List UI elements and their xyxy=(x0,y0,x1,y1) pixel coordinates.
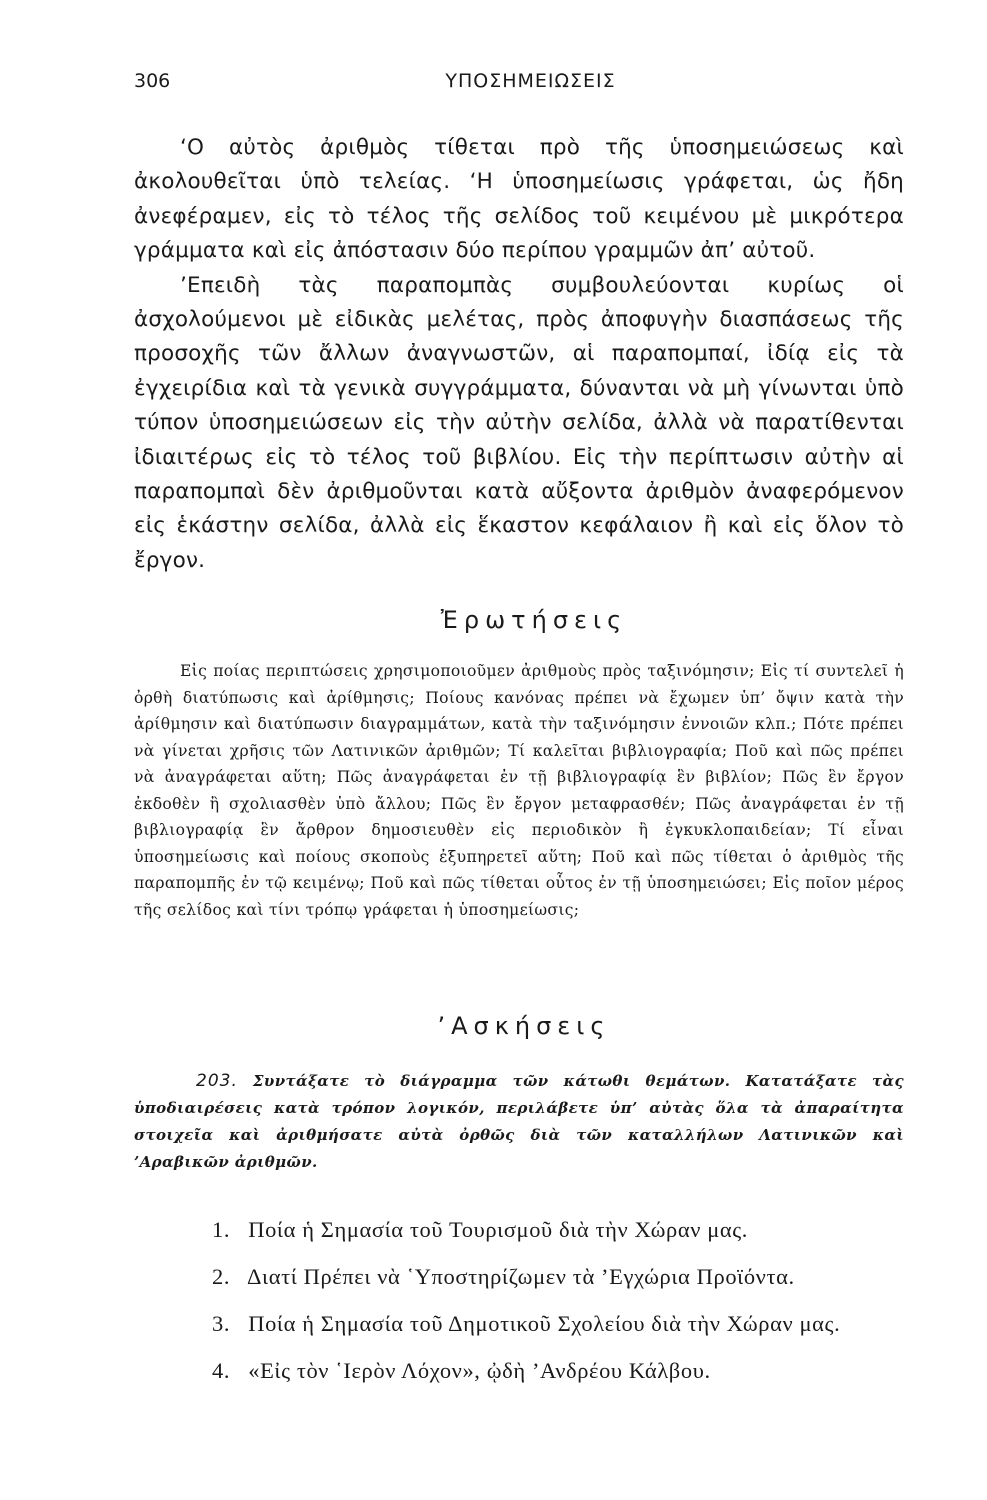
topic-text: Διατί Πρέπει νὰ ῾Υποστηρίζωμεν τὰ ’Εγχώρια Προϊόντα. xyxy=(246,1264,795,1289)
running-head-title: ΥΠΟΣΗΜΕΙΩΣΕΙΣ xyxy=(445,70,616,92)
page-number: 306 xyxy=(134,70,171,92)
exercises-heading: ’Ασκήσεις xyxy=(437,1012,611,1040)
topic-item xyxy=(212,1253,912,1300)
questions-paragraph: Εἰς ποίας περιπτώσεις χρησιμοποιοῦμεν ἀριθμοὺς πρὸς ταξινόμησιν; Εἰς τί συντελεῖ ἡ ὀρθὴ διατύπωσις καὶ ἀρίθμησις; Ποίους κανόνας πρέπει νὰ ἔχωμεν ὑπ’ ὄψιν κατὰ τὴν ἀρίθμησιν καὶ διατύπωσιν διαγραμμάτων, κατὰ τὴν ταξινόμησιν ἐννοιῶν κλπ.; Πότε πρέπει νὰ γίνεται χρῆσις τῶν Λατινικῶν ἀριθμῶν; Τί καλεῖται βιβλιογραφία; Ποῦ καὶ πῶς πρέπει νὰ ἀναγράφεται αὕτη; Πῶς ἀναγράφεται ἐν τῇ βιβλιογραφίᾳ ἓν βιβλίον; Πῶς ἓν ἔργον ἐκδοθὲν ἢ σχολιασθὲν ὑπὸ ἄλλου; Πῶς ἓν ἔργον μεταφρασθέν; Πῶς ἀναγράφεται ἐν τῇ βιβλιογραφίᾳ ἓν ἄρθρον δημοσιευθὲν εἰς περιοδικὸν ἢ ἐγκυκλοπαιδείαν; Τί εἶναι ὑποσημείωσις καὶ ποίους σκοποὺς ἐξυπηρετεῖ αὕτη; Ποῦ καὶ πῶς τίθεται ὁ ἀριθμὸς τῆς παραπομπῆς ἐν τῷ κειμένῳ; Ποῦ καὶ πῶς τίθεται οὗτος ἐν τῇ ὑποσημειώσει; Εἰς ποῖον μέρος τῆς σελίδος καὶ τίνι τρόπῳ γράφεται ἡ ὑποσημείωσις; xyxy=(134,662,904,919)
intro-paragraph: ‘Ο αὐτὸς ἀριθμὸς τίθεται πρὸ τῆς ὑποσημειώσεως καὶ ἀκολουθεῖται ὑπὸ τελείας. ‘Η ὑποσημείωσις γράφεται, ὡς ἤδη ἀνεφέραμεν, εἰς τὸ τέλος τῆς σελίδος τοῦ κειμένου μὲ μικρότερα γράμματα καὶ εἰς ἀπόστασιν δύο περίπου γραμμῶν ἀπ’ αὐτοῦ. xyxy=(134,135,904,264)
exercise-number: 203. xyxy=(196,1071,238,1091)
running-head xyxy=(134,70,887,100)
topic-text: Ποία ἡ Σημασία τοῦ Δημοτικοῦ Σχολείου διὰ τὴν Χώραν μας. xyxy=(248,1311,841,1336)
intro-text xyxy=(134,131,904,578)
topic-number: 4. xyxy=(212,1358,231,1383)
topic-number: 1. xyxy=(212,1217,231,1242)
intro-paragraph: ’Επειδὴ τὰς παραπομπὰς συμβουλεύονται κυρίως οἱ ἀσχολούμενοι μὲ εἰδικὰς μελέτας, πρὸς ἀποφυγὴν διασπάσεως τῆς προσοχῆς τῶν ἄλλων ἀναγνωστῶν, αἱ παραπομπαί, ἰδίᾳ εἰς τὰ ἐγχειρίδια καὶ τὰ γενικὰ συγγράμματα, δύνανται νὰ μὴ γίνωνται ὑπὸ τύπον ὑποσημειώσεων εἰς τὴν αὐτὴν σελίδα, ἀλλὰ νὰ παρατίθενται ἰδιαιτέρως εἰς τὸ τέλος τοῦ βιβλίου. Εἰς τὴν περίπτωσιν αὐτὴν αἱ παραπομπαὶ δὲν ἀριθμοῦνται κατὰ αὔξοντα ἀριθμὸν ἀναφερόμενον εἰς ἑκάστην σελίδα, ἀλλὰ εἰς ἕκαστον κεφάλαιον ἢ καὶ εἰς ὅλον τὸ ἔργον. xyxy=(134,272,904,573)
topic-item xyxy=(212,1206,912,1253)
exercise-instruction-text: Συντάξατε τὸ διάγραμμα τῶν κάτωθι θεμάτων. Κατατάξατε τὰς ὑποδιαιρέσεις κατὰ τρόπον λογικόν, περιλάβετε ὑπ’ αὐτὰς ὅλα τὰ ἀπαραίτητα στοιχεῖα καὶ ἀριθμήσατε αὐτὰ ὀρθῶς διὰ τῶν καταλλήλων Λατινικῶν καὶ ’Αραβικῶν ἀριθμῶν. xyxy=(134,1072,904,1171)
topic-number: 2. xyxy=(212,1264,231,1289)
exercise-instruction xyxy=(134,1068,904,1176)
topic-text: «Εἰς τὸν ῾Ιερὸν Λόχον», ᾠδὴ ’Ανδρέου Κάλβου. xyxy=(248,1358,711,1383)
topic-list xyxy=(212,1206,912,1394)
questions-heading: Ἐρωτήσεις xyxy=(440,606,628,634)
topic-text: Ποία ἡ Σημασία τοῦ Τουρισμοῦ διὰ τὴν Χώραν μας. xyxy=(248,1217,749,1242)
topic-number: 3. xyxy=(212,1311,231,1336)
topic-item xyxy=(212,1300,912,1347)
questions-text xyxy=(134,658,904,923)
topic-item xyxy=(212,1347,912,1394)
